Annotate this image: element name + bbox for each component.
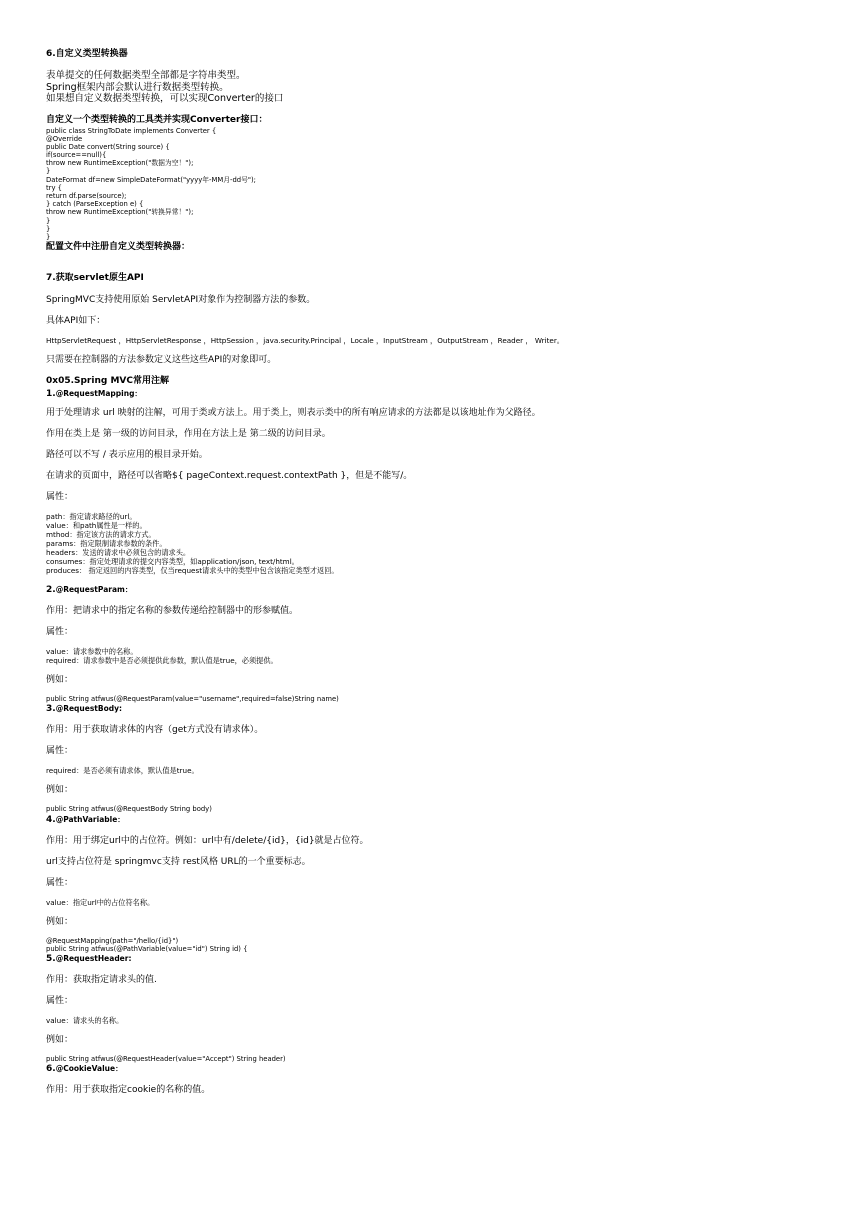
attribute-line: path：指定请求路径的url。 [46, 512, 137, 522]
example-code: public String atfwus(@RequestHeader(value="Accept") String header) [46, 1054, 286, 1063]
annotation-name: @RequestMapping： [55, 389, 142, 399]
annotation-heading-cookievalue [46, 1063, 836, 1075]
annotation-heading-requestbody [46, 703, 836, 715]
annotation-heading-requestmapping [46, 388, 836, 400]
requestheader-paragraph: 作用：获取指定请求头的值. [46, 974, 157, 985]
annotation-name: @CookieValue： [55, 1064, 123, 1074]
annotation-number: 6. [46, 1064, 56, 1075]
annotation-heading-pathvariable [46, 814, 836, 826]
code-line: } [46, 232, 51, 241]
section-0x05-title: 0x05.Spring MVC常用注解 [46, 376, 169, 387]
attributes-label: 属性： [46, 627, 74, 638]
code-line: throw new RuntimeException("转换异常！"); [46, 208, 194, 217]
example-code: @RequestMapping(path="/hello/{id}") [46, 936, 179, 945]
attributes-label: 属性： [46, 746, 74, 757]
code-line: if(source==null){ [46, 151, 107, 160]
register-converter-heading: 配置文件中注册自定义类型转换器： [46, 242, 191, 253]
servlet-api-list: HttpServletRequest ，HttpServletResponse ，HttpSession ，java.security.Principal ，Locale ，InputStream ，OutputStream ，Reader ， Writer。 [46, 336, 564, 346]
requestmapping-paragraph-3: 路径可以不写 / 表示应用的根目录开始。 [46, 450, 208, 461]
annotation-number: 2. [46, 585, 56, 596]
servlet-api-paragraph-3: 只需要在控制器的方法参数定义这些这些API的对象即可。 [46, 355, 277, 366]
example-code: public String atfwus(@RequestBody String body) [46, 805, 212, 814]
annotation-name: @RequestHeader: [55, 953, 132, 963]
section-6-title: 6.自定义类型转换器 [46, 49, 128, 59]
annotation-name: @PathVariable： [55, 814, 125, 824]
code-line: } [46, 216, 51, 225]
attribute-line: consumes：指定处理请求的提交内容类型，如application/json, text/html。 [46, 557, 299, 567]
pathvariable-paragraph-1: 作用：用于绑定url中的占位符。例如：url中有/delete/{id}，{id}就是占位符。 [46, 835, 369, 846]
converter-subtitle: 自定义一个类型转换的工具类并实现Converter接口： [46, 114, 268, 125]
requestmapping-paragraph-2: 作用在类上是 第一级的访问目录，作用在方法上是 第二级的访问目录。 [46, 429, 331, 440]
attribute-line: headers：发送的请求中必须包含的请求头。 [46, 548, 191, 558]
code-line: } [46, 224, 51, 233]
code-line: try { [46, 183, 62, 192]
code-line: DateFormat df=new SimpleDateFormat("yyyy年-MM月-dd号"); [46, 175, 256, 184]
intro-line-3: 如果想自定义数据类型转换，可以实现Converter的接口 [46, 93, 284, 104]
converter-code-block [46, 127, 836, 242]
example-label: 例如： [46, 675, 74, 686]
requestmapping-paragraph-4: 在请求的页面中，路径可以省略${ pageContext.request.contextPath }，但是不能写/。 [46, 471, 413, 482]
code-line: @Override [46, 134, 83, 143]
intro-line-2: Spring框架内部会默认进行数据类型转换。 [46, 81, 229, 93]
cookievalue-paragraph: 作用：用于获取指定cookie的名称的值。 [46, 1085, 211, 1096]
example-code: public String atfwus(@RequestParam(value="username",required=false)String name) [46, 695, 339, 704]
attribute-line: value：请求头的名称。 [46, 1015, 124, 1025]
attributes-label: 属性： [46, 877, 74, 888]
example-code: public String atfwus(@PathVariable(value="id") String id) { [46, 944, 248, 953]
example-label: 例如： [46, 1034, 74, 1045]
attribute-line: mthod：指定该方法的请求方式。 [46, 530, 156, 540]
annotation-heading-requestparam [46, 584, 836, 596]
annotation-number: 4. [46, 814, 56, 825]
attribute-line: params：指定限制请求参数的条件。 [46, 539, 167, 549]
attribute-line: value：指定url中的占位符名称。 [46, 897, 155, 907]
requestmapping-paragraph-1: 用于处理请求 url 映射的注解，可用于类或方法上。用于类上，则表示类中的所有响应请求的方法都是以该地址作为父路径。 [46, 408, 541, 419]
intro-line-1: 表单提交的任何数据类型全部都是字符串类型。 [46, 70, 246, 81]
attribute-line: value：和path属性是一样的。 [46, 521, 147, 531]
annotation-name: @RequestParam： [55, 585, 133, 595]
attribute-line: required：是否必须有请求体，默认值是true。 [46, 766, 199, 776]
document-page [46, 48, 836, 1096]
annotation-number: 3. [46, 704, 56, 715]
annotation-number: 5. [46, 953, 56, 964]
code-line: public class StringToDate implements Converter { [46, 126, 217, 135]
pathvariable-paragraph-2: url支持占位符是 springmvc支持 rest风格 URL的一个重要标志。 [46, 856, 311, 867]
servlet-api-paragraph-2: 具体API如下： [46, 316, 106, 327]
annotation-number: 1. [46, 389, 56, 400]
attribute-line: produces： 指定返回的内容类型，仅当request请求头中的类型中包含该指定类型才返回。 [46, 566, 339, 576]
example-label: 例如： [46, 785, 74, 796]
requestbody-paragraph: 作用：用于获取请求体的内容（get方式没有请求体）。 [46, 725, 264, 736]
attribute-line: required：请求参数中是否必须提供此参数，默认值是true，必须提供。 [46, 656, 278, 666]
attributes-label: 属性： [46, 995, 74, 1006]
section-7-title: 7.获取servlet原生API [46, 273, 144, 284]
annotation-heading-requestheader [46, 953, 836, 965]
attribute-line: value：请求参数中的名称。 [46, 647, 138, 657]
example-label: 例如： [46, 916, 74, 927]
servlet-api-paragraph-1: SpringMVC支持使用原始 ServletAPI对象作为控制器方法的参数。 [46, 295, 316, 306]
annotation-name: @RequestBody: [55, 704, 123, 714]
code-line: throw new RuntimeException("数据为空！"); [46, 159, 194, 168]
code-line: return df.parse(source); [46, 192, 127, 200]
code-line: } catch (ParseException e) { [46, 200, 144, 209]
requestparam-paragraph: 作用：把请求中的指定名称的参数传递给控制器中的形参赋值。 [46, 606, 299, 617]
attributes-label: 属性： [46, 492, 74, 503]
code-line: public Date convert(String source) { [46, 142, 170, 151]
code-line: } [46, 167, 51, 176]
